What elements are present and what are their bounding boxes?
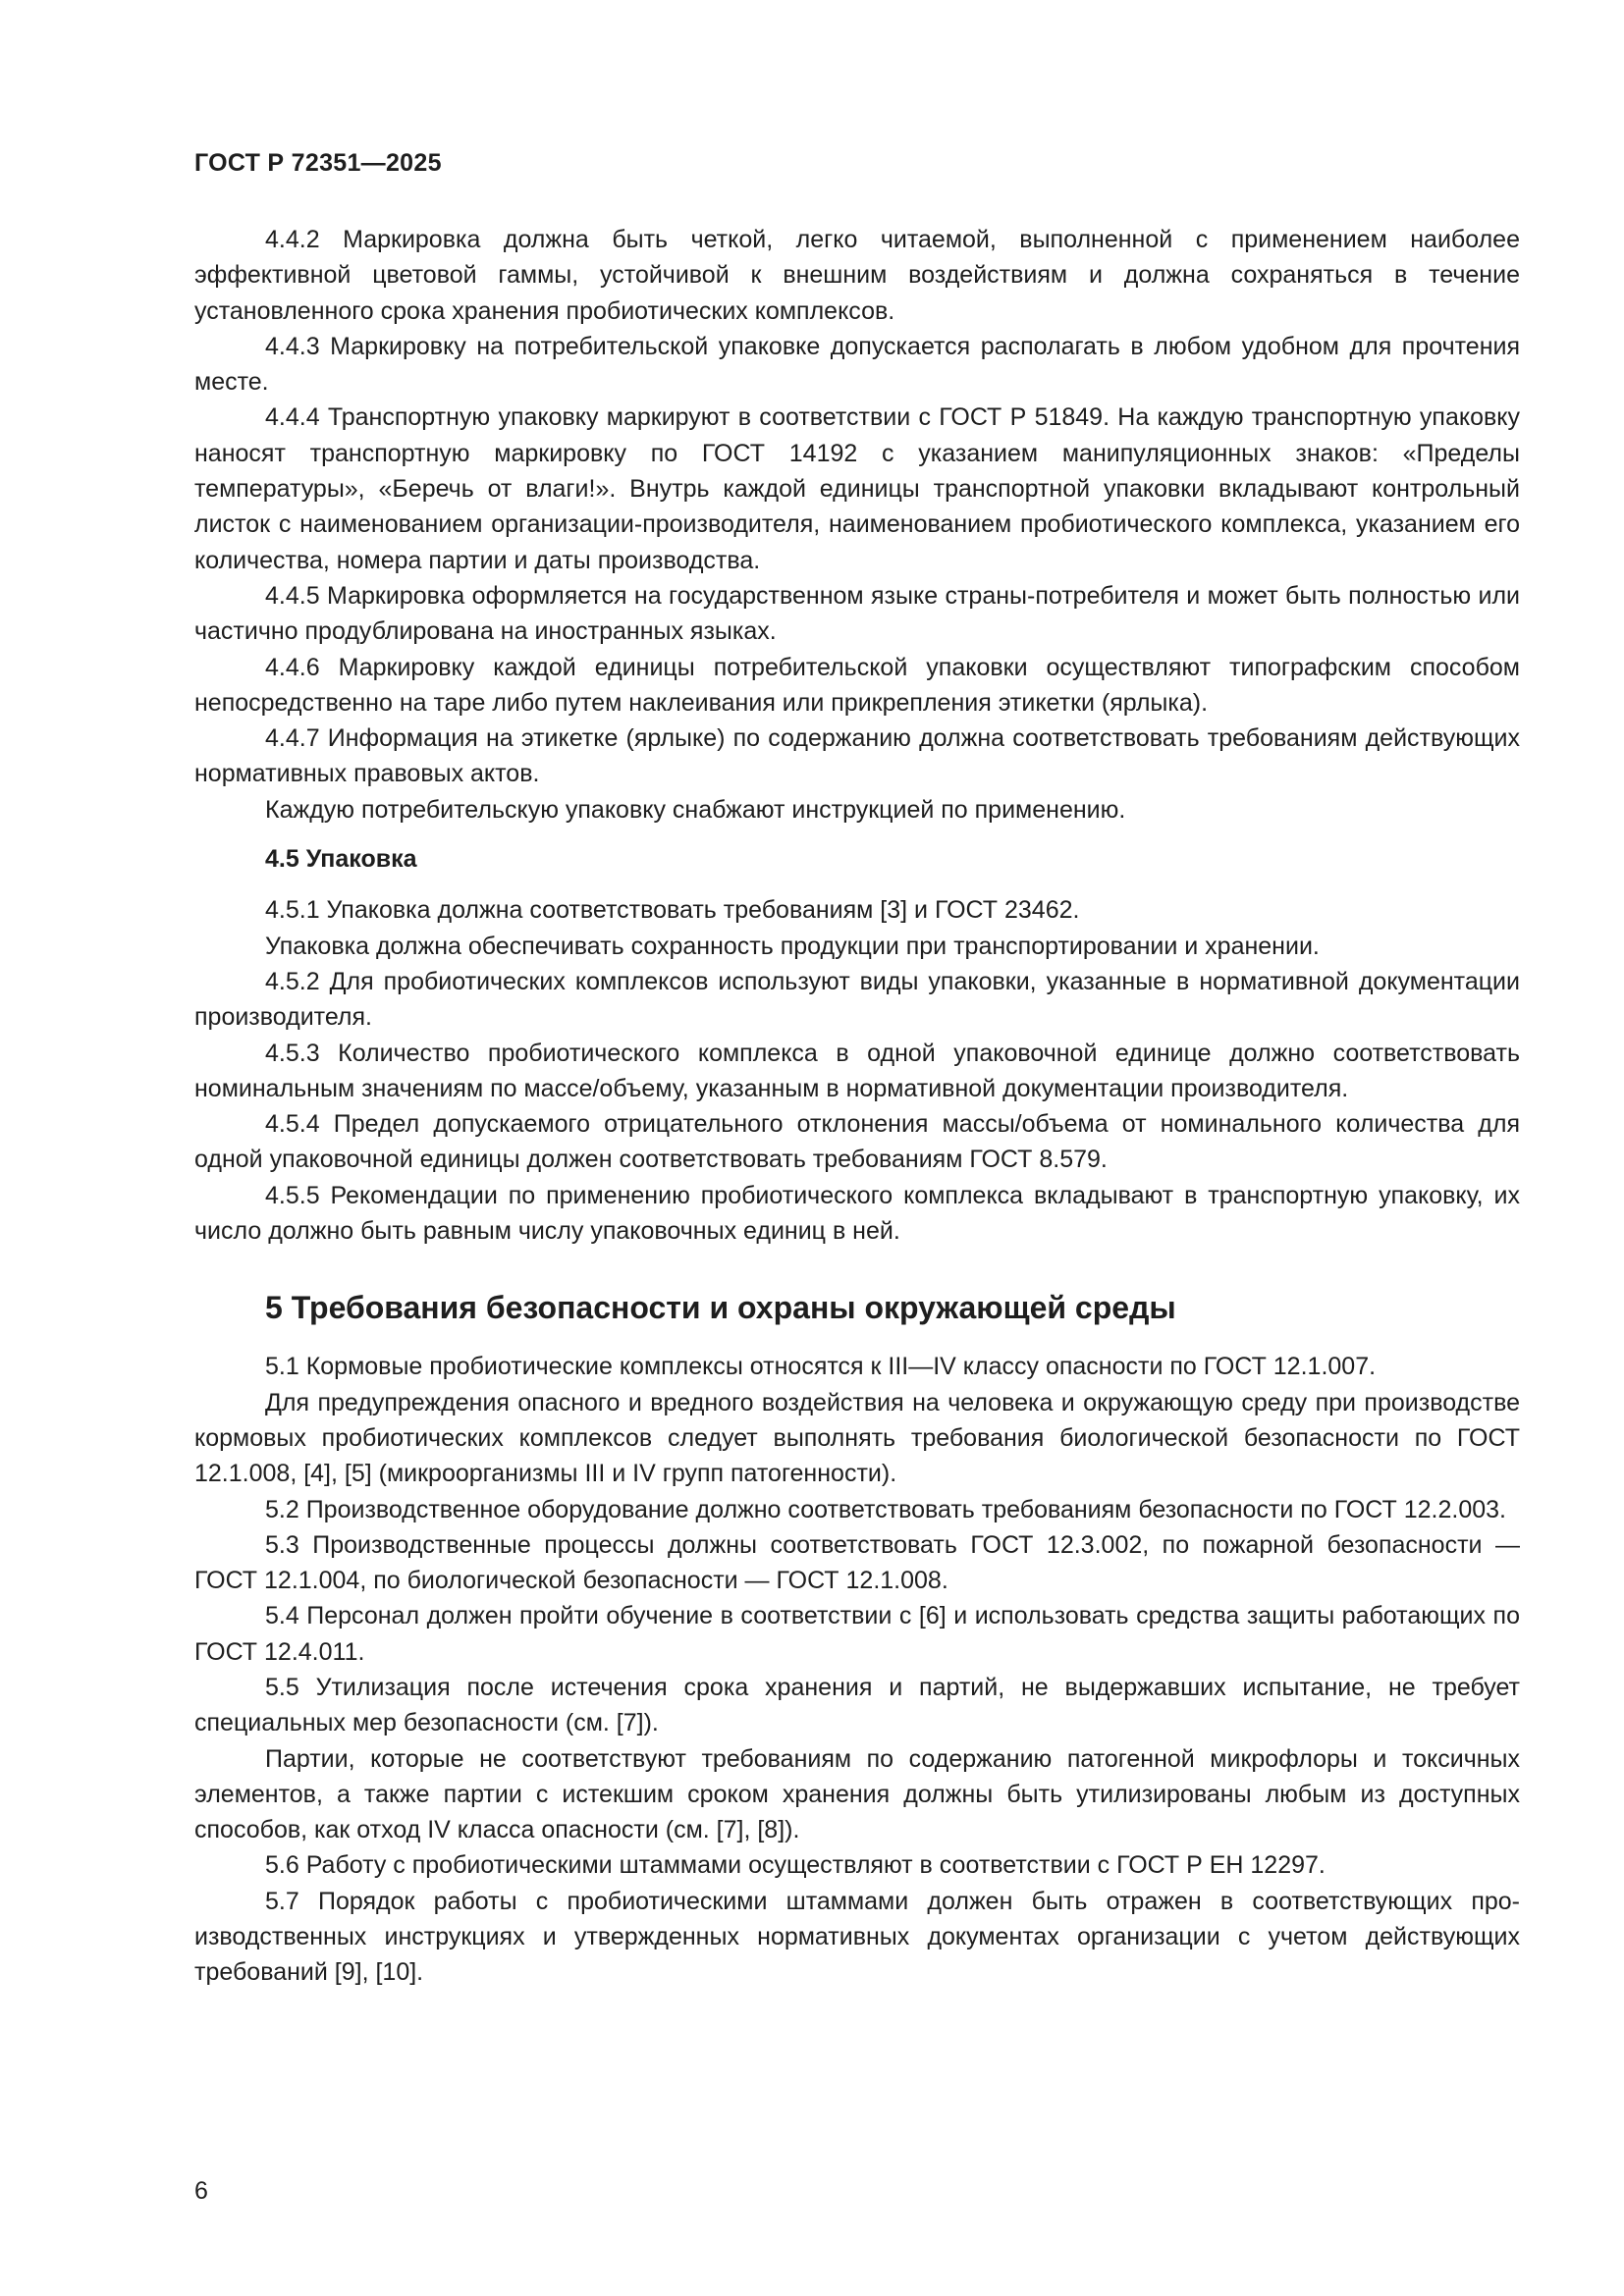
subsection-heading-4-5: 4.5 Упаковка [265,845,417,874]
paragraph-4-4-2: 4.4.2 Маркировка должна быть четкой, легко читаемой, выполненной с применением наиболее эффективной цветовой гаммы, устойчивой к внешним воздействиям и должна сохраняться в течение установленного срока хранения пробиотических комплексов. [194,226,1520,325]
paragraph-4-4-7-continued: Каждую потребительскую упаковку снабжают инструкцией по применению. [265,795,1126,824]
paragraph-5-6: 5.6 Работу с пробиотическими штаммами осуществляют в соответствии с ГОСТ Р ЕН 12297. [265,1851,1326,1880]
paragraph-5-1-continued: Для предупреждения опасного и вредного воздействия на человека и окружающую среду при производстве кормовых пробиотических комплексов следует выполнять требования биологической безопасности по ГОСТ 12.1.008, [4], [5] (микроорганизмы III и IV групп патогенности). [194,1388,1520,1488]
paragraph-4-5-1-continued: Упаковка должна обеспечивать сохранность продукции при транспортировании и хранении. [265,932,1320,960]
section-heading-5: 5 Требования безопасности и охраны окружающей среды [265,1290,1176,1326]
paragraph-4-4-4: 4.4.4 Транспортную упаковку маркируют в соответствии с ГОСТ Р 51849. На каждую транспортную упаковку наносят транспортную маркировку по ГОСТ 14192 с указанием манипуляционных знаков: «Пределы температуры», «Беречь от влаги!». Внутрь каждой единицы транспортной упаковки вкладывают контрольный листок с наименованием организации-производителя, наименованием пробиотического комплекса, указанием его количества, номера партии и даты производства. [194,403,1520,574]
paragraph-5-5-continued: Партии, которые не соответствуют требованиям по содержанию патогенной микрофлоры и токсичных элементов, а также партии с истекшим сроком хранения должны быть утилизированы любым из доступных способов, как отход IV класса опасности (см. [7], [8]). [194,1744,1520,1844]
paragraph-4-5-1: 4.5.1 Упаковка должна соответствовать требованиям [3] и ГОСТ 23462. [265,896,1080,925]
paragraph-4-5-5: 4.5.5 Рекомендации по применению пробиотического комплекса вкладывают в транспортную упаковку, их число должно быть равным числу упаковочных единиц в ней. [194,1181,1520,1246]
paragraph-5-5: 5.5 Утилизация после истечения срока хранения и партий, не выдержавших испытание, не требует специальных мер безопасности (см. [7]). [194,1673,1520,1737]
paragraph-4-5-2: 4.5.2 Для пробиотических комплексов используют виды упаковки, указанные в нормативной документации производителя. [194,967,1520,1032]
paragraph-5-1: 5.1 Кормовые пробиотические комплексы относятся к III—IV классу опасности по ГОСТ 12.1.007. [265,1353,1377,1381]
paragraph-4-4-7: 4.4.7 Информация на этикетке (ярлыке) по содержанию должна соответствовать требованиям действующих нормативных правовых актов. [194,724,1520,788]
paragraph-4-4-6: 4.4.6 Маркировку каждой единицы потребительской упаковки осуществляют типографским способом непосредственно на таре либо путем наклеивания или прикрепления этикетки (ярлыка). [194,653,1520,717]
paragraph-5-3: 5.3 Производственные процессы должны соответствовать ГОСТ 12.3.002, по пожарной безопасности — ГОСТ 12.1.004, по биологической безопасности — ГОСТ 12.1.008. [194,1530,1520,1595]
paragraph-4-4-5: 4.4.5 Маркировка оформляется на государственном языке страны-потребителя и может быть полностью или частично продублирована на иностранных языках. [194,581,1520,646]
paragraph-5-2: 5.2 Производственное оборудование должно соответствовать требованиям безопасности по ГОСТ 12.2.003. [265,1495,1506,1523]
paragraph-5-7: 5.7 Порядок работы с пробиотическими штаммами должен быть отражен в соответствующих производственных инструкциях и утвержденных нормативных документах организации с учетом действующих требований [9], [10]. [194,1887,1520,1987]
paragraph-4-4-3: 4.4.3 Маркировку на потребительской упаковке допускается располагать в любом удобном для прочтения месте. [194,332,1520,397]
paragraph-4-5-3: 4.5.3 Количество пробиотического комплекса в одной упаковочной единице должно соответствовать номинальным значениям по массе/объему, указанным в нормативной документации производителя. [194,1039,1520,1102]
paragraph-4-5-4: 4.5.4 Предел допускаемого отрицательного отклонения массы/объема от номинального количества для одной упаковочной единицы должен соответствовать требованиям ГОСТ 8.579. [194,1110,1520,1174]
document-body [194,222,1520,1991]
paragraph-5-4: 5.4 Персонал должен пройти обучение в соответствии с [6] и использовать средства защиты работающих по ГОСТ 12.4.011. [194,1602,1520,1666]
page-number: 6 [194,2177,208,2205]
document-header: ГОСТ Р 72351—2025 [194,149,442,177]
